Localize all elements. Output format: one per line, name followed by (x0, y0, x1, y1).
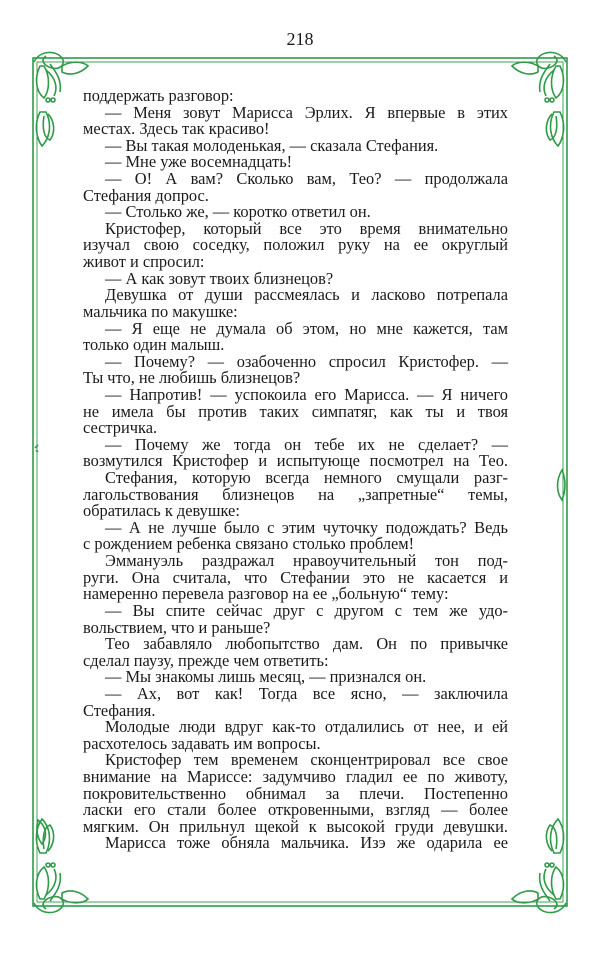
text-line: внимание на Мариссе: задумчиво гладил ее по животу, (83, 766, 508, 786)
text-line: Стефания, которую всегда немного смущали разг- (105, 468, 508, 488)
text-line: Девушка от души рассмеялась и ласково потрепала (105, 285, 508, 305)
corner-leaf-ornament-bottom-left (34, 819, 88, 913)
text-line: не имела бы против таких симпатяг, как ты и твоя (83, 401, 508, 421)
text-line: — Меня зовут Марисса Эрлих. Я впервые в этих (105, 102, 508, 122)
text-line: вольствием, что и раньше? (83, 617, 271, 637)
text-line: расхотелось задавать им вопросы. (83, 733, 321, 753)
text-line: Ты что, не любишь близнецов? (83, 368, 301, 388)
text-line: мягким. Он прильнул щекой к высокой груди девушки. (83, 816, 508, 836)
body-text (83, 88, 508, 852)
text-line: только один малыш. (83, 335, 225, 355)
text-line: ласки его стали более откровенными, взгляд — более (83, 800, 508, 820)
corner-leaf-ornament-top-right (512, 52, 566, 146)
text-line: — Вы такая молоденькая, — сказала Стефания. (105, 135, 439, 155)
text-line: Марисса тоже обняла мальчика. Изэ же одарила ее (105, 833, 508, 853)
text-line: — Почему же тогда он тебе их не сделает? — (105, 434, 508, 454)
text-line: возмутился Кристофер и испытующе посмотрел на Тео. (83, 451, 508, 471)
text-line: — А как зовут твоих близнецов? (105, 268, 334, 288)
text-line: сделал паузу, прежде чем ответить: (83, 650, 329, 670)
text-line: — Мне уже восемнадцать! (105, 152, 293, 172)
text-line: — Ах, вот как! Тогда все ясно, — заключила (105, 683, 508, 703)
corner-leaf-ornament-bottom-right (512, 819, 566, 913)
corner-leaf-ornament-top-left (34, 52, 88, 146)
text-line: — О! А вам? Сколько вам, Тео? — продолжала (105, 169, 508, 189)
text-line: поддержать разговор: (83, 86, 234, 105)
text-line: покровительственно обнимал за плечи. Постепенно (83, 783, 508, 803)
text-line: живот и спросил: (83, 252, 205, 272)
text-line: — Столько же, — коротко ответил он. (105, 202, 371, 222)
page-number: 218 (286, 29, 314, 49)
text-line: изучал свою соседку, положил руку на ее округлый (83, 235, 508, 255)
text-line: сестричка. (83, 418, 158, 438)
text-line: мальчика по макушке: (83, 301, 238, 321)
text-line: местах. Здесь так красиво! (83, 119, 270, 139)
text-line: Стефания допрос. (83, 185, 209, 205)
text-line: Кристофер тем временем сконцентрировал все свое (105, 750, 508, 770)
text-line: — Почему? — озабоченно спросил Кристофер. — (105, 351, 508, 371)
text-line: — Напротив! — успокоила его Марисса. — Я ничего (105, 384, 508, 404)
text-line: — Я еще не думала об этом, но мне кажется, там (105, 318, 508, 338)
text-line: Эммануэль раздражал нравоучительный тон под- (105, 551, 508, 571)
text-line: — А не лучше было с этим чуточку подождать? Ведь (105, 517, 508, 537)
text-line: руги. Она считала, что Стефании это не касается и (83, 567, 508, 587)
text-line: с рождением ребенка связано столько проблем! (83, 534, 415, 554)
text-line: намеренно перевела разговор на ее „больную“ тему: (83, 584, 449, 604)
text-line: Стефания. (83, 700, 156, 720)
text-line: лагольствования близнецов на „запретные“ темы, (83, 484, 508, 504)
text-line: — Мы знакомы лишь месяц, — признался он. (105, 667, 427, 687)
text-line: Тео забавляло любопытство дам. Он по привычке (105, 634, 508, 654)
text-line: Кристофер, который все это время внимательно (105, 218, 508, 238)
text-line: — Вы спите сейчас друг с другом с тем же удо- (105, 600, 508, 620)
text-line: обратилась к девушке: (83, 501, 240, 521)
text-line: Молодые люди вдруг как-то отдалились от нее, и ей (105, 717, 508, 737)
